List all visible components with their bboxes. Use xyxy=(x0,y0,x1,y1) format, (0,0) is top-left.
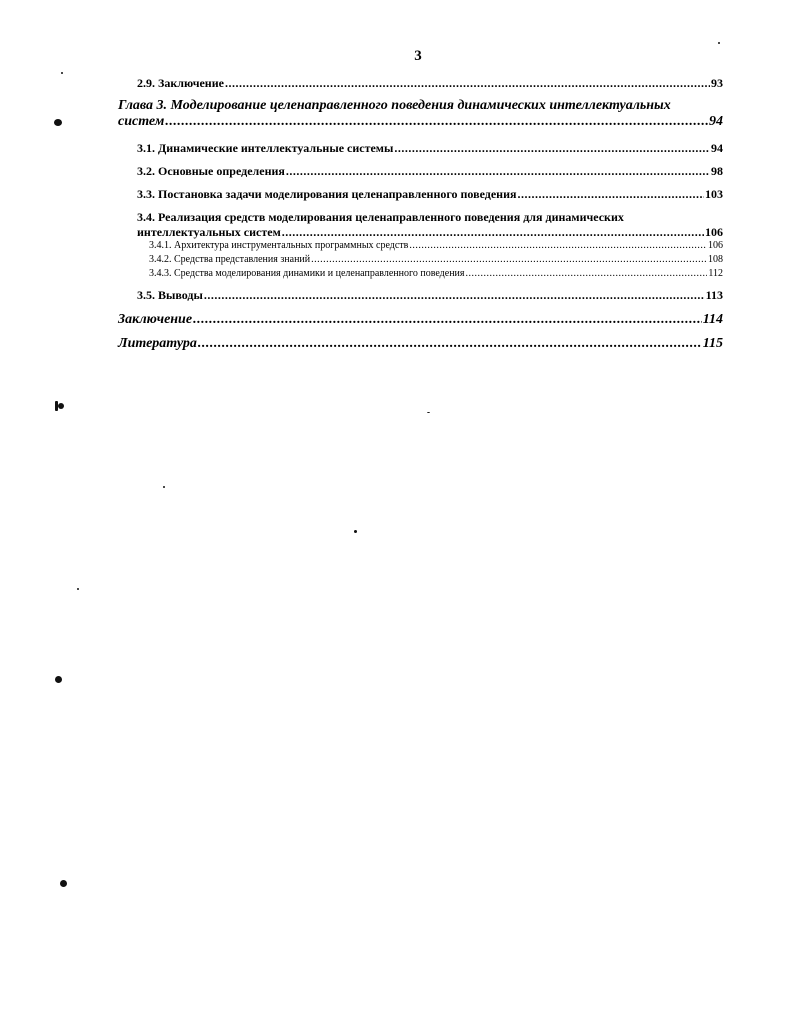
scan-mark xyxy=(77,588,79,590)
toc-title: 3.5. Выводы xyxy=(137,288,203,302)
toc-page: 114 xyxy=(702,312,723,327)
toc-title: Литература xyxy=(118,336,197,351)
toc-entry-3-1 xyxy=(137,141,723,156)
toc-page: 94 xyxy=(711,141,723,155)
toc-title-line1: Глава 3. Моделирование целенаправленного поведения динамических интеллектуальных xyxy=(118,98,671,113)
toc-title: 3.4.3. Средства моделирования динамики и целенаправленного поведения xyxy=(149,268,465,279)
dot-leader xyxy=(198,336,702,352)
scan-mark xyxy=(61,72,63,74)
toc-title-line1: 3.4. Реализация средств моделирования целенаправленного поведения для динамических xyxy=(137,210,624,224)
toc-page: 106 xyxy=(705,225,723,239)
page-number: 3 xyxy=(414,48,422,64)
toc-page: 93 xyxy=(711,76,723,90)
scan-mark xyxy=(354,530,357,533)
dot-leader xyxy=(409,240,707,251)
dot-leader xyxy=(518,187,705,202)
toc-entry-3-4-2 xyxy=(149,254,723,265)
toc-title: 3.4.2. Средства представления знаний xyxy=(149,254,311,265)
toc-entry-2-9 xyxy=(137,76,723,91)
toc-entry-3-4-1 xyxy=(149,240,723,251)
dot-leader xyxy=(286,164,710,179)
toc-title: 3.3. Постановка задачи моделирования целенаправленного поведения xyxy=(137,187,517,201)
dot-leader xyxy=(193,312,702,328)
toc-entry-3-4 xyxy=(137,210,723,240)
dot-leader xyxy=(282,225,704,240)
toc-page: 112 xyxy=(708,268,723,279)
toc-entry-chapter-3 xyxy=(118,98,723,130)
toc-title: 3.1. Динамические интеллектуальные системы xyxy=(137,141,394,155)
toc-title-line2: интеллектуальных систем xyxy=(137,225,281,239)
toc-title: Заключение xyxy=(118,312,193,327)
toc-entry-3-5 xyxy=(137,288,723,303)
scan-mark xyxy=(163,486,165,488)
toc-page: 94 xyxy=(709,114,723,129)
toc-page: 115 xyxy=(702,336,723,351)
scan-mark xyxy=(60,880,67,887)
dot-leader xyxy=(225,76,710,91)
scan-mark xyxy=(55,676,62,683)
toc-entry-3-3 xyxy=(137,187,723,202)
toc-page: 108 xyxy=(708,254,723,265)
toc-entry-3-2 xyxy=(137,164,723,179)
toc-page: 113 xyxy=(705,288,723,302)
toc-title-line2: систем xyxy=(118,114,165,129)
toc-title: 2.9. Заключение xyxy=(137,76,224,90)
dot-leader xyxy=(165,114,708,130)
toc-page: 106 xyxy=(708,240,723,251)
toc-title: 3.4.1. Архитектура инструментальных программных средств xyxy=(149,240,409,251)
dot-leader xyxy=(466,268,708,279)
dot-leader xyxy=(204,288,705,303)
toc-title: 3.2. Основные определения xyxy=(137,164,285,178)
toc-entry-literature xyxy=(118,336,723,352)
toc-entry-conclusion xyxy=(118,312,723,328)
toc-entry-3-4-3 xyxy=(149,268,723,279)
scan-mark xyxy=(718,42,720,44)
dot-leader xyxy=(311,254,707,265)
scan-mark xyxy=(427,412,430,413)
dot-leader xyxy=(394,141,710,156)
scan-mark xyxy=(54,119,62,126)
toc-page: 98 xyxy=(711,164,723,178)
toc-page: 103 xyxy=(705,187,723,201)
scan-mark xyxy=(58,403,64,409)
